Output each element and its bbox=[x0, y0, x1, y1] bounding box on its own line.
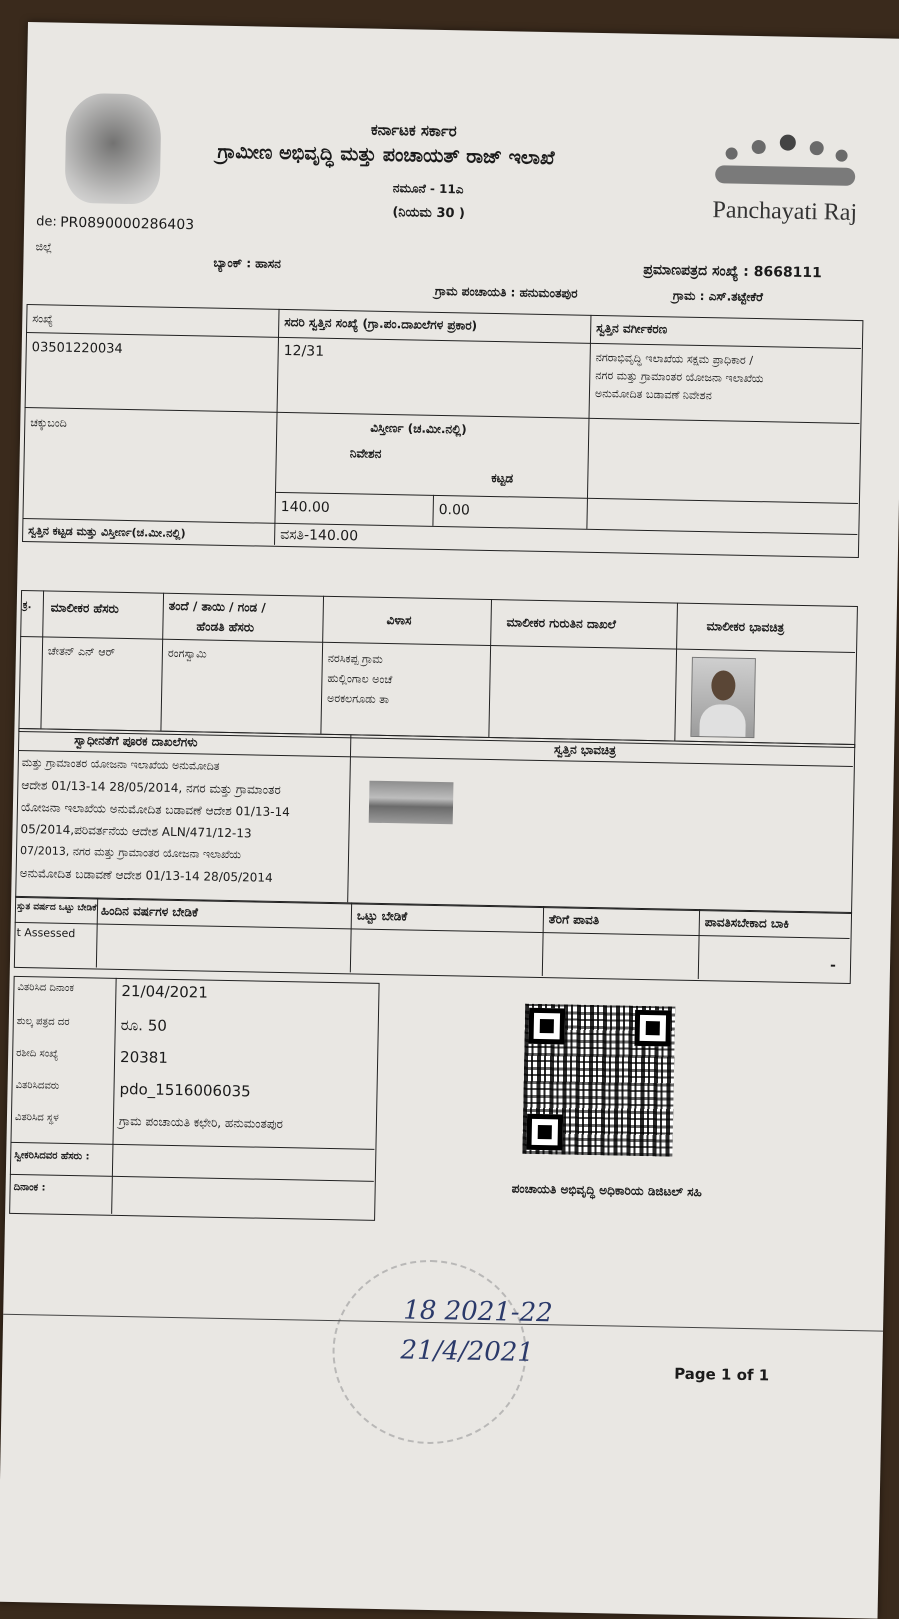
property-number-value: 12/31 bbox=[283, 342, 325, 360]
floor-area-label: ಸ್ವತ್ತಿನ ಕಟ್ಟಡ ಮತ್ತು ವಿಸ್ತೀರ್ಣ(ಚ.ಮೀ.ನಲ್ಲಿ) bbox=[28, 524, 186, 541]
owner-col-photo: ಮಾಲೀಕರ ಭಾವಚಿತ್ರ bbox=[706, 619, 785, 635]
issue-user-label: ವಿತರಿಸಿದವರು bbox=[15, 1079, 60, 1092]
property-photo bbox=[369, 781, 454, 825]
code-prefix: de: bbox=[36, 214, 57, 230]
owner-col-father-2: ಹೆಂಡತಿ ಹೆಸರು bbox=[196, 619, 255, 635]
owner-address-3: ಅರಕಲಗೂಡು ತಾ bbox=[326, 691, 390, 707]
boundary-label: ಚಕ್ಕುಬಂದಿ bbox=[30, 416, 67, 430]
certificate-number: ಪ್ರಮಾಣಪತ್ರದ ಸಂಖ್ಯೆ : 8668111 bbox=[643, 261, 823, 282]
doc-line-1: ಮತ್ತು ಗ್ರಾಮಾಂತರ ಯೋಜನಾ ಇಲಾಖೆಯ ಅನುಮೋದಿತ bbox=[21, 756, 220, 773]
tax-col-current: ಸ್ತುತ ವರ್ಷದ ಒಟ್ಟು ಬೇಡಿಕೆ bbox=[16, 901, 97, 914]
owner-name: ಚೇತನ್ ಎನ್ ಆರ್ bbox=[47, 644, 116, 659]
issue-place: ಗ್ರಾಮ ಪಂಚಾಯತಿ ಕಛೇರಿ, ಹನುಮಂತಪುರ bbox=[118, 1113, 284, 1132]
site-area-value: 140.00 bbox=[280, 498, 330, 516]
issue-fee-label: ಶುಲ್ಕ ಪತ್ರದ ದರ bbox=[16, 1015, 70, 1028]
owner-photo bbox=[690, 657, 756, 738]
owner-col-father-1: ತಂದೆ / ತಾಯಿ / ಗಂಡ / bbox=[168, 598, 266, 615]
property-photo-title: ಸ್ವತ್ತಿನ ಭಾವಚಿತ್ರ bbox=[554, 742, 617, 758]
receipt-number: 20381 bbox=[119, 1047, 169, 1067]
property-class-line2: ನಗರ ಮತ್ತು ಗ್ರಾಮಾಂತರ ಯೋಜನಾ ಇಲಾಖೆಯ bbox=[595, 368, 764, 386]
handwritten-date: 21/4/2021 bbox=[400, 1335, 535, 1368]
property-id-value: 0350122003​4 bbox=[31, 340, 123, 357]
govt-title: ಕರ್ನಾಟಕ ಸರ್ಕಾರ bbox=[370, 120, 457, 141]
dept-title: ಗ್ರಾಮೀಣ ಅಭಿವೃದ್ಧಿ ಮತ್ತು ಪಂಚಾಯತ್ ರಾಜ್ ಇಲಾಖೆ bbox=[217, 140, 555, 170]
issue-date-label: ವಿತರಿಸಿದ ದಿನಾಂಕ bbox=[17, 981, 75, 995]
issue-receipt-label: ರಶೀದಿ ಸಂಖ್ಯೆ bbox=[16, 1047, 59, 1060]
tax-col-paid: ತೆರಿಗೆ ಪಾವತಿ bbox=[548, 912, 600, 928]
karnataka-emblem bbox=[65, 93, 162, 205]
district-cut: ಜಿಲ್ಲೆ bbox=[35, 240, 53, 254]
document-page bbox=[0, 22, 899, 1619]
property-id-label: ಸಂಖ್ಯೆ bbox=[32, 312, 54, 326]
site-label: ನಿವೇಶನ bbox=[349, 446, 382, 461]
tax-col-previous: ಹಿಂದಿನ ವರ್ಷಗಳ ಬೇಡಿಕೆ bbox=[100, 903, 199, 920]
receiver-date-label: ದಿನಾಂಕ : bbox=[13, 1181, 46, 1194]
floor-area-value: ವಸತಿ-140.00 bbox=[280, 526, 359, 545]
receiver-name-label: ಸ್ವೀಕರಿಸಿದವರ ಹೆಸರು : bbox=[14, 1149, 90, 1163]
owner-col-address: ವಿಳಾಸ bbox=[386, 612, 412, 628]
bank-name: ಬ್ಯಾಂಕ್ : ಹಾಸನ bbox=[213, 255, 281, 271]
doc-line-4: 05/2014,ಪರಿವರ್ತನೆಯ ಆದೇಶ ALN/471/12-13 bbox=[20, 822, 252, 841]
building-area-value: 0.00 bbox=[438, 501, 471, 519]
area-label: ವಿಸ್ತೀರ್ಣ (ಚ.ಮೀ.ನಲ್ಲಿ) bbox=[370, 420, 467, 437]
property-class-line1: ನಗರಾಭಿವೃದ್ಧಿ ಇಲಾಖೆಯ ಸಕ್ಷಮ ಪ್ರಾಧಿಕಾರ / bbox=[595, 350, 754, 367]
issue-place-label: ವಿತರಿಸಿದ ಸ್ಥಳ bbox=[14, 1111, 59, 1124]
qr-code bbox=[522, 1004, 675, 1157]
owner-address-2: ಹುಲ್ಲಿಂಗಾಲ ಅಂಚೆ bbox=[327, 671, 393, 687]
doc-line-6: ಅನುಮೋದಿತ ಬಡಾವಣೆ ಆದೇಶ 01/13-14 28/05/2014 bbox=[19, 865, 273, 885]
tax-assessed-value: t Assessed bbox=[16, 925, 76, 941]
issued-by: pdo_1516006035 bbox=[119, 1079, 251, 1101]
property-number-label: ಸದರಿ ಸ್ವತ್ತಿನ ಸಂಖ್ಯೆ (ಗ್ರಾ.ಪಂ.ದಾಖಲೆಗಳ ಪ್ರಕಾರ) bbox=[284, 314, 478, 333]
tax-balance-value: - bbox=[829, 957, 836, 974]
property-class-line3: ಅನುಮೋದಿತ ಬಡಾವಣೆ ನಿವೇಶನ bbox=[594, 386, 712, 403]
document-code: PR0890000286403 bbox=[60, 214, 195, 234]
rule-number: (ನಿಯಮ 30 ) bbox=[392, 205, 466, 222]
doc-line-2: ಆದೇಶ 01/13-14 28/05/2014, ನಗರ ಮತ್ತು ಗ್ರಾಮಾಂತರ bbox=[21, 778, 281, 797]
village-name: ಗ್ರಾಮ : ಎಸ್.ತಟ್ಟೇಕೆರೆ bbox=[672, 288, 764, 305]
documents-title: ಸ್ವಾಧೀನತೆಗೆ ಪೂರಕ ದಾಖಲೆಗಳು bbox=[74, 733, 198, 750]
owner-address-1: ನರಸಿಕಪ್ಪ ಗ್ರಾಮ bbox=[327, 651, 383, 666]
doc-line-3: ಯೋಜನಾ ಇಲಾಖೆಯ ಅನುಮೋದಿತ ಬಡಾವಣೆ ಆದೇಶ 01/13-14 bbox=[20, 800, 290, 820]
issue-fee: ರೂ. 50 bbox=[120, 1015, 168, 1035]
owner-col-id: ಮಾಲೀಕರ ಗುರುತಿನ ದಾಖಲೆ bbox=[506, 615, 617, 632]
form-number: ನಮೂನೆ - 11ಎ bbox=[392, 181, 464, 197]
page-number: Page 1 of 1 bbox=[673, 1364, 770, 1385]
logo-text: Panchayati Raj bbox=[712, 197, 858, 226]
digital-signature-label: ಪಂಚಾಯತಿ ಅಭಿವೃದ್ಧಿ ಅಧಿಕಾರಿಯ ಡಿಜಿಟಲ್ ಸಹಿ bbox=[511, 1181, 702, 1200]
doc-line-5: 07/2013, ನಗರ ಮತ್ತು ಗ್ರಾಮಾಂತರ ಯೋಜನಾ ಇಲಾಖೆಯ bbox=[19, 844, 242, 862]
tax-col-total: ಒಟ್ಟು ಬೇಡಿಕೆ bbox=[356, 908, 408, 924]
issue-date: 21/04/2021 bbox=[121, 981, 209, 1002]
building-label: ಕಟ್ಟಡ bbox=[491, 470, 514, 486]
gram-panchayat: ಗ್ರಾಮ ಪಂಚಾಯತಿ : ಹನುಮಂತಪುರ bbox=[434, 283, 578, 301]
property-class-label: ಸ್ವತ್ತಿನ ವರ್ಗೀಕರಣ bbox=[596, 320, 668, 337]
owner-col-no: ಕ್ರ. bbox=[22, 600, 32, 612]
handwritten-number: 18 2021-22 bbox=[403, 1295, 553, 1329]
owner-father: ರಂಗಸ್ವಾಮಿ bbox=[167, 646, 207, 661]
tax-col-balance: ಪಾವತಿಸಬೇಕಾದ ಬಾಕಿ bbox=[704, 915, 790, 931]
owner-col-name: ಮಾಲೀಕರ ಹೆಸರು bbox=[50, 600, 119, 616]
panchayati-raj-logo bbox=[715, 133, 866, 196]
